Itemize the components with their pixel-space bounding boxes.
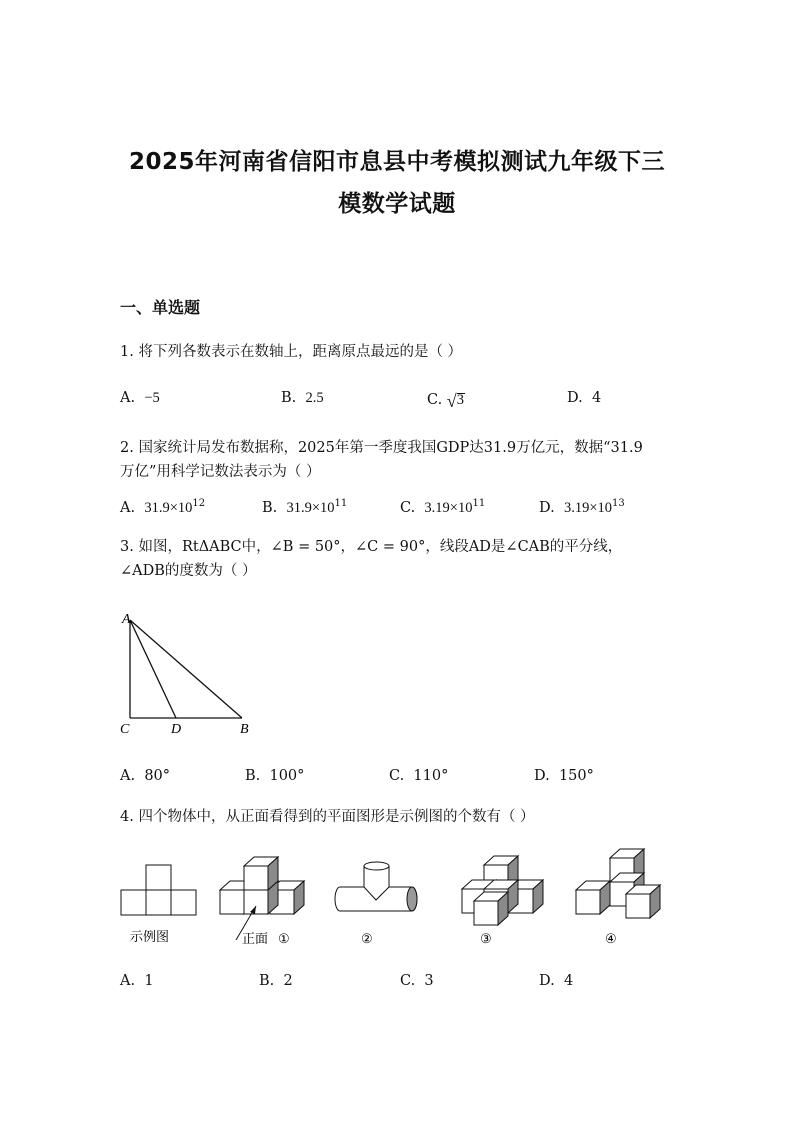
label-d: D <box>171 722 182 737</box>
label-c: C <box>120 722 130 737</box>
q2-option-d[interactable]: D. $3.19\times 10^{13}$ <box>539 498 625 516</box>
solid-4 <box>576 849 660 918</box>
q1-option-c[interactable]: C. √ 3 <box>427 391 465 411</box>
triangle-figure <box>110 605 270 740</box>
label-front: 正面 <box>242 931 269 946</box>
section-heading: 一、单选题 <box>120 298 201 317</box>
q3-option-c[interactable]: C. 110° <box>389 768 449 784</box>
q1-option-a[interactable]: A. −5 <box>120 390 160 406</box>
page-title-line1: 2025年河南省信阳市息县中考模拟测试九年级下三 <box>128 149 665 175</box>
solid-1 <box>220 857 304 914</box>
label-example: 示例图 <box>130 929 170 944</box>
solid-2 <box>335 862 417 911</box>
sqrt-symbol: √ 3 <box>446 391 465 411</box>
label-a: A <box>122 612 131 627</box>
q4-stem: 4. 四个物体中，从正面看得到的平面图形是示例图的个数有（ ） <box>120 809 535 825</box>
q1-option-d[interactable]: D. 4 <box>567 390 602 406</box>
q2-stem-line1: 2. 国家统计局发布数据称，2025年第一季度我国GDP达31.9万亿元，数据“31.9 <box>120 440 643 456</box>
label-fig2: ② <box>361 931 373 946</box>
q1-stem: 1. 将下列各数表示在数轴上，距离原点最远的是（ ） <box>120 344 463 360</box>
q4-option-c[interactable]: C. 3 <box>400 973 434 989</box>
example-front-view <box>121 865 196 915</box>
segment-ab <box>130 620 242 718</box>
q4-option-d[interactable]: D. 4 <box>539 973 574 989</box>
q3-option-a[interactable]: A. 80° <box>120 768 171 784</box>
label-fig1: ① <box>278 931 290 946</box>
q1-option-b[interactable]: B. 2.5 <box>281 390 324 406</box>
q2-option-a[interactable]: A. $31.9\times 10^{12}$ <box>120 498 206 516</box>
label-fig3: ③ <box>480 931 492 946</box>
q4-option-a[interactable]: A. 1 <box>120 973 154 989</box>
q2-stem-line2: 万亿”用科学记数法表示为（ ） <box>120 464 321 480</box>
label-fig4: ④ <box>605 931 617 946</box>
q3-stem-line2: ∠ADB的度数为（ ） <box>120 563 257 579</box>
segment-ad <box>130 620 176 718</box>
q4-option-b[interactable]: B. 2 <box>259 973 293 989</box>
q3-option-b[interactable]: B. 100° <box>245 768 305 784</box>
solid-3 <box>462 856 543 925</box>
q3-stem-line1: 3. 如图，RtΔABC中，∠B = 50°，∠C = 90°，线段AD是∠CAB的平分线， <box>120 539 623 555</box>
solids-figure <box>110 840 680 955</box>
label-b: B <box>240 722 249 737</box>
q2-option-c[interactable]: C. $3.19\times 10^{11}$ <box>400 498 486 516</box>
page-title-line2: 模数学试题 <box>338 191 456 217</box>
q2-option-b[interactable]: B. $31.9\times 10^{11}$ <box>262 498 348 516</box>
q3-option-d[interactable]: D. 150° <box>534 768 594 784</box>
